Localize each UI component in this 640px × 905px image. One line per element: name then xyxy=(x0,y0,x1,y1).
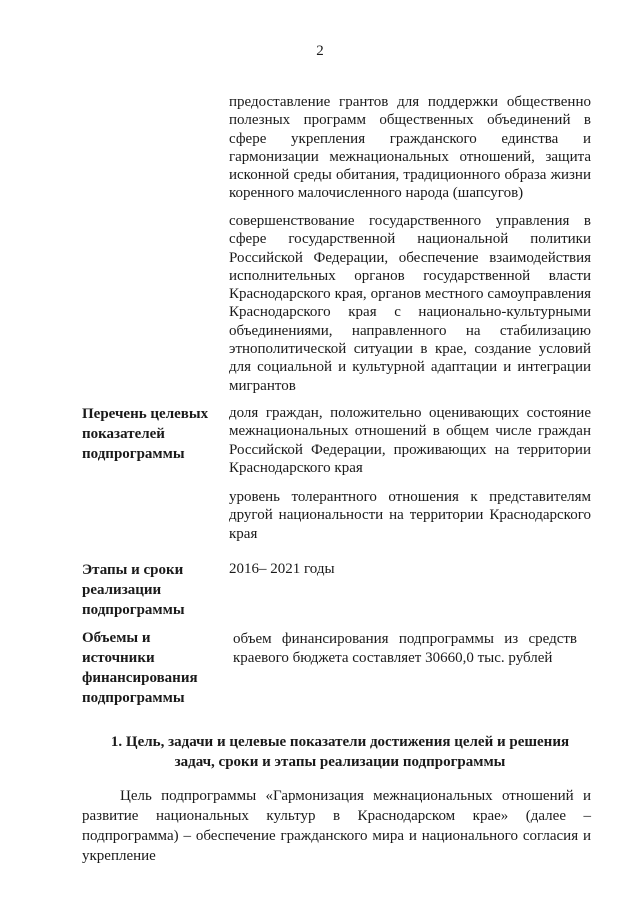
stages-label: Этапы и сроки реализации подпрограммы xyxy=(82,562,185,618)
indicator-citizens-share: доля граждан, положительно оценивающих состояние межнациональных отношений в общем числе граждан Российской Федерации, проживающих на территории Краснодарского края xyxy=(229,405,591,476)
indicators-label: Перечень целевых показателей подпрограммы xyxy=(82,406,209,462)
page-number: 2 xyxy=(316,43,324,59)
indicator-tolerance-level: уровень толерантного отношения к представителям другой национальности на территории Краснодарского края xyxy=(229,489,591,542)
grants-paragraph: предоставление грантов для поддержки общественно полезных программ общественных объединений в сфере укрепления гражданского единства и гармонизации межнациональных отношений, защита исконной среды обитания, традиционного образа жизни коренного малочисленного народа (шапсугов) xyxy=(229,94,591,202)
section-heading: 1. Цель, задачи и целевые показатели достижения целей и решения задач, сроки и этапы реализации подпрограммы xyxy=(110,734,570,770)
governance-paragraph: совершенствование государственного управления в сфере государственной национальной политики Российской Федерации, обеспечение взаимодействия исполнительных органов государственной власти Краснодарского края, органов местного самоуправления Краснодарского края с национально-культурными объединениями, направленного на стабилизацию этнополитической ситуации в крае, создание условий для социальной и культурной адаптации и интеграции мигрантов xyxy=(229,213,591,394)
body-paragraph: Цель подпрограммы «Гармонизация межнациональных отношений и развитие национальных культур в Краснодарском крае» (далее – подпрограмма) – обеспечение гражданского мира и национального согласия и укрепление xyxy=(82,788,591,864)
funding-label: Объемы и источники финансирования подпрограммы xyxy=(82,630,198,706)
funding-value: объем финансирования подпрограммы из средств краевого бюджета составляет 30660,0 тыс. рублей xyxy=(233,631,577,666)
stages-value: 2016– 2021 годы xyxy=(229,561,335,577)
